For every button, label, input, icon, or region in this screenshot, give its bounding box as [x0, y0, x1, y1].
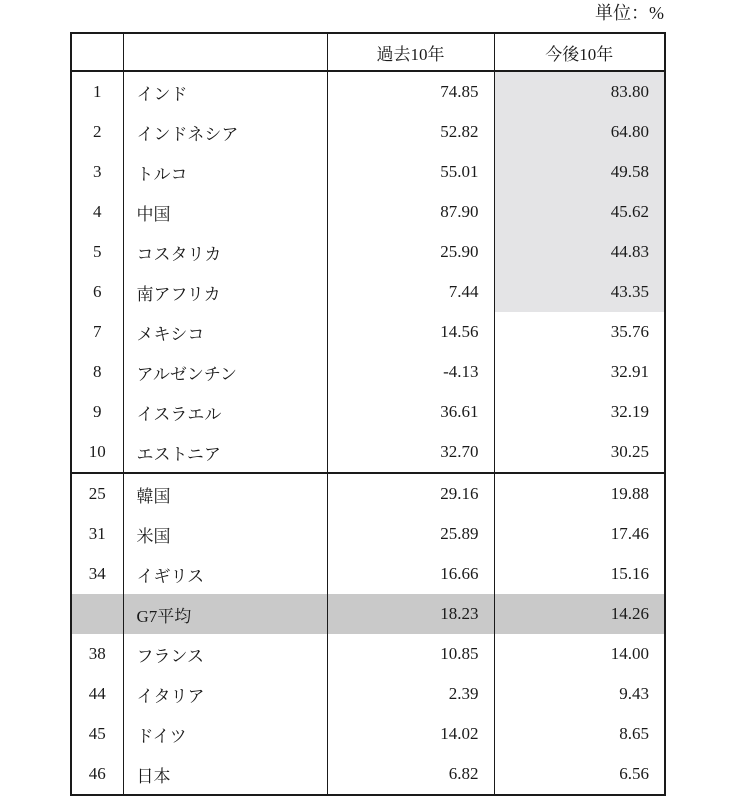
- past-value-cell: 7.44: [327, 272, 494, 312]
- table-row: [71, 514, 665, 554]
- country-cell: アルゼンチン: [123, 352, 327, 392]
- table-row: [71, 392, 665, 432]
- rank-cell: 3: [71, 152, 123, 192]
- past-value-cell: 55.01: [327, 152, 494, 192]
- future-value-cell: 64.80: [494, 112, 665, 152]
- past-value-cell: 52.82: [327, 112, 494, 152]
- country-cell: トルコ: [123, 152, 327, 192]
- table-row: [71, 674, 665, 714]
- rank-cell: 8: [71, 352, 123, 392]
- unit-label: 単位：%: [595, 3, 664, 23]
- past-value-cell: 87.90: [327, 192, 494, 232]
- future-value-cell: 32.19: [494, 392, 665, 432]
- rank-cell: 45: [71, 714, 123, 754]
- future-value-cell: 35.76: [494, 312, 665, 352]
- header-country: [123, 33, 327, 71]
- past-value-cell: 36.61: [327, 392, 494, 432]
- rank-cell: 38: [71, 634, 123, 674]
- table-row: [71, 71, 665, 112]
- header-past: 過去10年: [327, 33, 494, 71]
- header-row: [71, 33, 665, 71]
- table-row: [71, 312, 665, 352]
- country-cell: イタリア: [123, 674, 327, 714]
- rank-cell: 46: [71, 754, 123, 795]
- future-value-cell: 17.46: [494, 514, 665, 554]
- table-row: [71, 152, 665, 192]
- table-row: [71, 432, 665, 473]
- past-value-cell: 25.90: [327, 232, 494, 272]
- future-value-cell: 30.25: [494, 432, 665, 473]
- past-value-cell: 25.89: [327, 514, 494, 554]
- rank-cell: 25: [71, 473, 123, 514]
- table-row-g7-average: [71, 594, 665, 634]
- future-value-cell: 14.00: [494, 634, 665, 674]
- future-value-cell: 6.56: [494, 754, 665, 795]
- table-row: [71, 232, 665, 272]
- table-body: [71, 71, 665, 795]
- country-cell: G7平均: [123, 594, 327, 634]
- rank-cell: 31: [71, 514, 123, 554]
- rank-cell: 44: [71, 674, 123, 714]
- future-value-cell: 83.80: [494, 71, 665, 112]
- future-value-cell: 49.58: [494, 152, 665, 192]
- future-value-cell: 32.91: [494, 352, 665, 392]
- past-value-cell: 32.70: [327, 432, 494, 473]
- ranking-table: [70, 32, 666, 796]
- rank-cell: [71, 594, 123, 634]
- table-row: [71, 754, 665, 795]
- table-row: [71, 192, 665, 232]
- country-cell: コスタリカ: [123, 232, 327, 272]
- country-cell: イスラエル: [123, 392, 327, 432]
- rank-cell: 34: [71, 554, 123, 594]
- rank-cell: 1: [71, 71, 123, 112]
- past-value-cell: 29.16: [327, 473, 494, 514]
- header-future: 今後10年: [494, 33, 665, 71]
- country-cell: メキシコ: [123, 312, 327, 352]
- table-row: [71, 473, 665, 514]
- future-value-cell: 43.35: [494, 272, 665, 312]
- table-row: [71, 634, 665, 674]
- country-cell: フランス: [123, 634, 327, 674]
- header-rank: [71, 33, 123, 71]
- country-cell: 南アフリカ: [123, 272, 327, 312]
- past-value-cell: 6.82: [327, 754, 494, 795]
- future-value-cell: 15.16: [494, 554, 665, 594]
- rank-cell: 5: [71, 232, 123, 272]
- future-value-cell: 14.26: [494, 594, 665, 634]
- past-value-cell: 74.85: [327, 71, 494, 112]
- past-value-cell: 2.39: [327, 674, 494, 714]
- country-cell: インドネシア: [123, 112, 327, 152]
- past-value-cell: 10.85: [327, 634, 494, 674]
- past-value-cell: 14.02: [327, 714, 494, 754]
- country-cell: 米国: [123, 514, 327, 554]
- rank-cell: 2: [71, 112, 123, 152]
- rank-cell: 4: [71, 192, 123, 232]
- rank-cell: 10: [71, 432, 123, 473]
- future-value-cell: 9.43: [494, 674, 665, 714]
- past-value-cell: 14.56: [327, 312, 494, 352]
- rank-cell: 7: [71, 312, 123, 352]
- past-value-cell: 18.23: [327, 594, 494, 634]
- table-row: [71, 352, 665, 392]
- future-value-cell: 45.62: [494, 192, 665, 232]
- table-row: [71, 714, 665, 754]
- country-cell: 韓国: [123, 473, 327, 514]
- country-cell: インド: [123, 71, 327, 112]
- future-value-cell: 8.65: [494, 714, 665, 754]
- table-row: [71, 272, 665, 312]
- future-value-cell: 19.88: [494, 473, 665, 514]
- rank-cell: 6: [71, 272, 123, 312]
- past-value-cell: 16.66: [327, 554, 494, 594]
- rank-cell: 9: [71, 392, 123, 432]
- country-cell: 中国: [123, 192, 327, 232]
- table-row: [71, 554, 665, 594]
- country-cell: イギリス: [123, 554, 327, 594]
- country-cell: 日本: [123, 754, 327, 795]
- table-row: [71, 112, 665, 152]
- country-cell: エストニア: [123, 432, 327, 473]
- table-header: [71, 33, 665, 71]
- past-value-cell: -4.13: [327, 352, 494, 392]
- country-cell: ドイツ: [123, 714, 327, 754]
- future-value-cell: 44.83: [494, 232, 665, 272]
